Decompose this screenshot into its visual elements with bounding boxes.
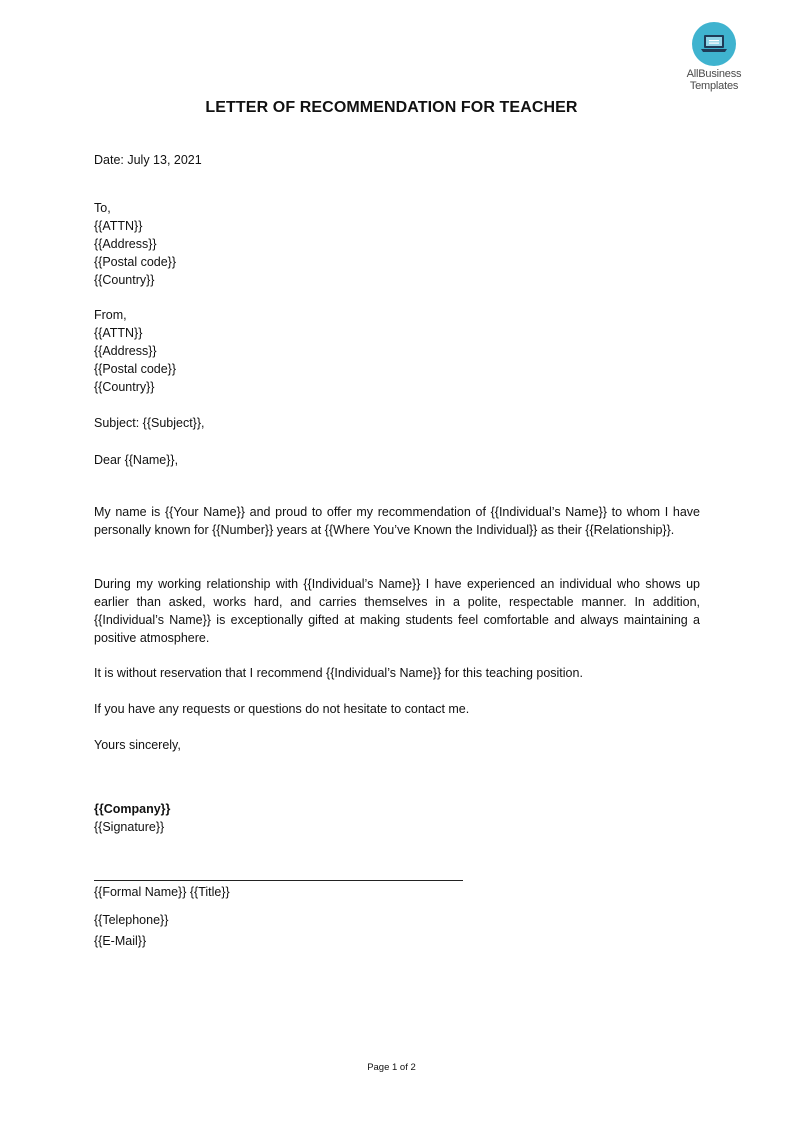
body-paragraph-4: If you have any requests or questions do not hesitate to contact me.: [94, 702, 470, 716]
body-paragraph-2: During my working relationship with {{Individual’s Name}} I have experienced an individual who shows up earlier than asked, works hard, and carries themselves in a polite, respectable manner. In addition, {{Individual’s Name}} is exceptionally gifted at making students feel comfortable and always maintaining a positive atmosphere.: [94, 577, 700, 645]
telephone-text: {{Telephone}}: [94, 913, 169, 927]
company-name: {{Company}}: [94, 802, 171, 816]
salutation: [94, 451, 178, 469]
date-text: Date: July 13, 2021: [94, 153, 202, 167]
laptop-icon: [692, 22, 736, 66]
signature-line: [94, 880, 463, 881]
to-country: {{Country}}: [94, 273, 155, 287]
from-label: From,: [94, 308, 127, 322]
to-attn: {{ATTN}}: [94, 219, 143, 233]
document-title: LETTER OF RECOMMENDATION FOR TEACHER: [205, 99, 578, 116]
subject-line: [94, 414, 205, 432]
from-attn: {{ATTN}}: [94, 326, 143, 340]
body-paragraph-3: It is without reservation that I recommend {{Individual’s Name}} for this teaching position.: [94, 666, 583, 680]
sender-block: [94, 306, 176, 396]
recipient-block: [94, 199, 176, 289]
signature-block: [94, 800, 170, 836]
logo-text-line1: AllBusiness: [686, 68, 742, 80]
from-country: {{Country}}: [94, 380, 155, 394]
logo-text-line2: Templates: [689, 80, 739, 92]
page-number: Page 1 of 2: [367, 1062, 416, 1073]
to-postal-code: {{Postal code}}: [94, 255, 177, 269]
to-label: To,: [94, 201, 111, 215]
formal-name-title: {{Formal Name}} {{Title}}: [94, 885, 230, 899]
from-address: {{Address}}: [94, 344, 157, 358]
closing: [94, 736, 181, 754]
to-address: {{Address}}: [94, 237, 157, 251]
signature-placeholder: {{Signature}}: [94, 820, 165, 834]
email-line: [94, 932, 146, 950]
date-line: [94, 151, 202, 169]
closing-text: Yours sincerely,: [94, 738, 181, 752]
body-paragraph-1: My name is {{Your Name}} and proud to offer my recommendation of {{Individual’s Name}} to whom I have personally known for {{Number}} years at {{Where You’ve Known the Individual}} as their {{Relationship}}.: [94, 505, 700, 537]
telephone-line: [94, 911, 168, 929]
subject-text: Subject: {{Subject}},: [94, 416, 205, 430]
salutation-text: Dear {{Name}},: [94, 453, 179, 467]
company-logo: [680, 22, 748, 92]
signer-name-title: [94, 883, 230, 901]
from-postal-code: {{Postal code}}: [94, 362, 177, 376]
email-text: {{E-Mail}}: [94, 934, 147, 948]
